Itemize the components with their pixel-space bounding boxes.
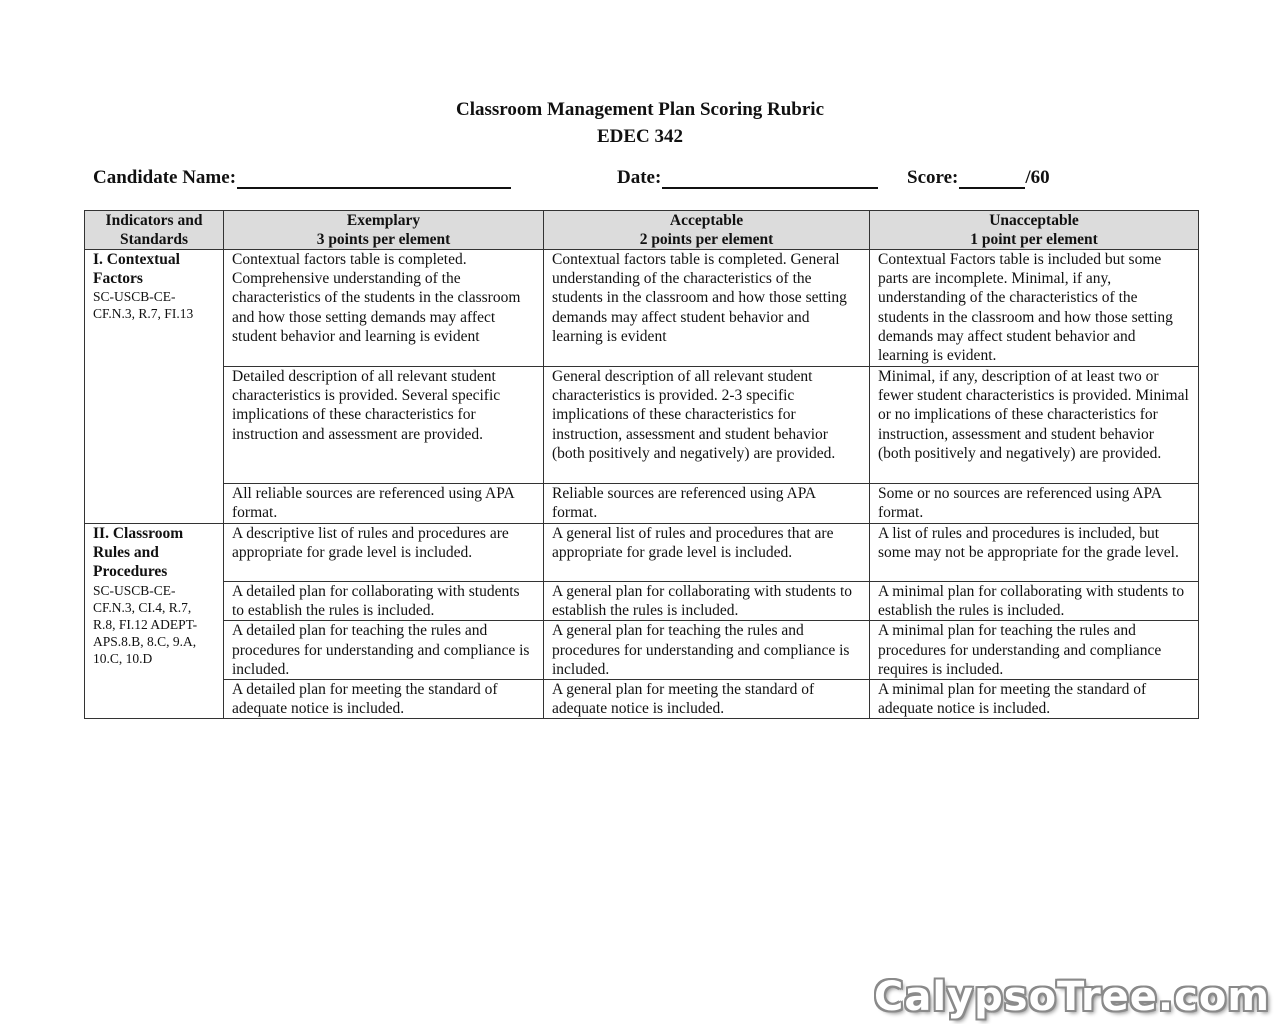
candidate-info-row (93, 167, 1193, 193)
header-acceptable (544, 211, 870, 250)
section-title: I. Contextual Factors (93, 251, 180, 288)
rubric-body (85, 250, 1199, 719)
date-label: Date: (617, 167, 662, 188)
candidate-name-blank (237, 167, 511, 189)
header-exemplary (224, 211, 544, 250)
section-standards: SC-USCB-CE-CF.N.3, R.7, FI.13 (93, 289, 194, 322)
score-blank (959, 167, 1025, 189)
section-standards: SC-USCB-CE-CF.N.3, CI.4, R.7, R.8, FI.12 ADEPT-APS.8.B, 8.C, 9.A, 10.C, 10.D (93, 582, 198, 666)
table-row (85, 367, 1199, 484)
exemplary-cell: Contextual factors table is completed. Comprehensive understanding of the characteristics of the students in the classroom and how those setting demands may affect student behavior and learning is evident (224, 250, 544, 367)
table-row (85, 621, 1199, 680)
header-acceptable-line2: 2 points per element (639, 230, 774, 248)
header-exemplary-line2: 3 points per element (316, 230, 451, 248)
header-row (85, 211, 1199, 250)
date-field (617, 167, 878, 189)
candidate-name-label: Candidate Name: (93, 167, 237, 188)
header-indicators-line2: Standards (119, 230, 189, 248)
acceptable-cell: Contextual factors table is completed. General understanding of the characteristics of the students in the classroom and how those setting demands may affect student behavior and learning is evident (544, 250, 870, 367)
header-indicators (85, 211, 224, 250)
exemplary-cell: All reliable sources are referenced using APA format. (224, 484, 544, 524)
header-exemplary-line1: Exemplary (346, 212, 421, 229)
header-acceptable-line1: Acceptable (669, 212, 744, 229)
section-indicator-classroom-rules (85, 524, 224, 719)
score-field (907, 167, 1050, 189)
table-row (85, 524, 1199, 582)
score-label: Score: (907, 167, 959, 188)
acceptable-cell: A general list of rules and procedures that are appropriate for grade level is included. (544, 524, 870, 582)
unacceptable-cell: Minimal, if any, description of at least two or fewer student characteristics is provided. Minimal or no implications of these characteristics for instruction, assessment and student behavior (both positively and negatively) are provided. (870, 367, 1199, 484)
exemplary-cell: A detailed plan for collaborating with students to establish the rules is included. (224, 582, 544, 621)
table-row (85, 582, 1199, 621)
exemplary-cell: A descriptive list of rules and procedures are appropriate for grade level is included. (224, 524, 544, 582)
header-unacceptable-line1: Unacceptable (989, 212, 1079, 229)
header-indicators-line1: Indicators and (105, 212, 203, 229)
acceptable-cell: A general plan for meeting the standard of adequate notice is included. (544, 680, 870, 719)
table-row (85, 484, 1199, 524)
table-row (85, 250, 1199, 367)
rubric-table (84, 210, 1199, 719)
header-unacceptable (870, 211, 1199, 250)
score-total: /60 (1025, 167, 1050, 188)
acceptable-cell: A general plan for collaborating with students to establish the rules is included. (544, 582, 870, 621)
rubric-header (85, 211, 1199, 250)
unacceptable-cell: Contextual Factors table is included but some parts are incomplete. Minimal, if any, understanding of the characteristics of the students in the classroom and how those setting demands may affect student behavior and learning is evident. (870, 250, 1199, 367)
exemplary-cell: A detailed plan for meeting the standard of adequate notice is included. (224, 680, 544, 719)
document-header (0, 96, 1280, 150)
table-row (85, 680, 1199, 719)
unacceptable-cell: A minimal plan for meeting the standard of adequate notice is included. (870, 680, 1199, 719)
site-watermark: CalypsoTree.com (874, 974, 1270, 1020)
candidate-name-field (93, 167, 511, 189)
document-title: Classroom Management Plan Scoring Rubric (455, 99, 825, 120)
date-blank (662, 167, 878, 189)
unacceptable-cell: A list of rules and procedures is included, but some may not be appropriate for the grade level. (870, 524, 1199, 582)
section-indicator-contextual-factors (85, 250, 224, 524)
header-unacceptable-line2: 1 point per element (970, 230, 1098, 248)
exemplary-cell: A detailed plan for teaching the rules and procedures for understanding and compliance is included. (224, 621, 544, 680)
acceptable-cell: General description of all relevant student characteristics is provided. 2-3 specific implications of these characteristics for instruction, assessment and student behavior (both positively and negatively) are provided. (544, 367, 870, 484)
acceptable-cell: Reliable sources are referenced using APA format. (544, 484, 870, 524)
document-subtitle: EDEC 342 (596, 126, 684, 147)
section-title: II. Classroom Rules and Procedures (93, 525, 184, 581)
acceptable-cell: A general plan for teaching the rules and procedures for understanding and compliance is included. (544, 621, 870, 680)
unacceptable-cell: A minimal plan for collaborating with students to establish the rules is included. (870, 582, 1199, 621)
unacceptable-cell: Some or no sources are referenced using APA format. (870, 484, 1199, 524)
exemplary-cell: Detailed description of all relevant student characteristics is provided. Several specific implications of these characteristics for instruction and assessment are provided. (224, 367, 544, 484)
unacceptable-cell: A minimal plan for teaching the rules and procedures for understanding and compliance requires is included. (870, 621, 1199, 680)
